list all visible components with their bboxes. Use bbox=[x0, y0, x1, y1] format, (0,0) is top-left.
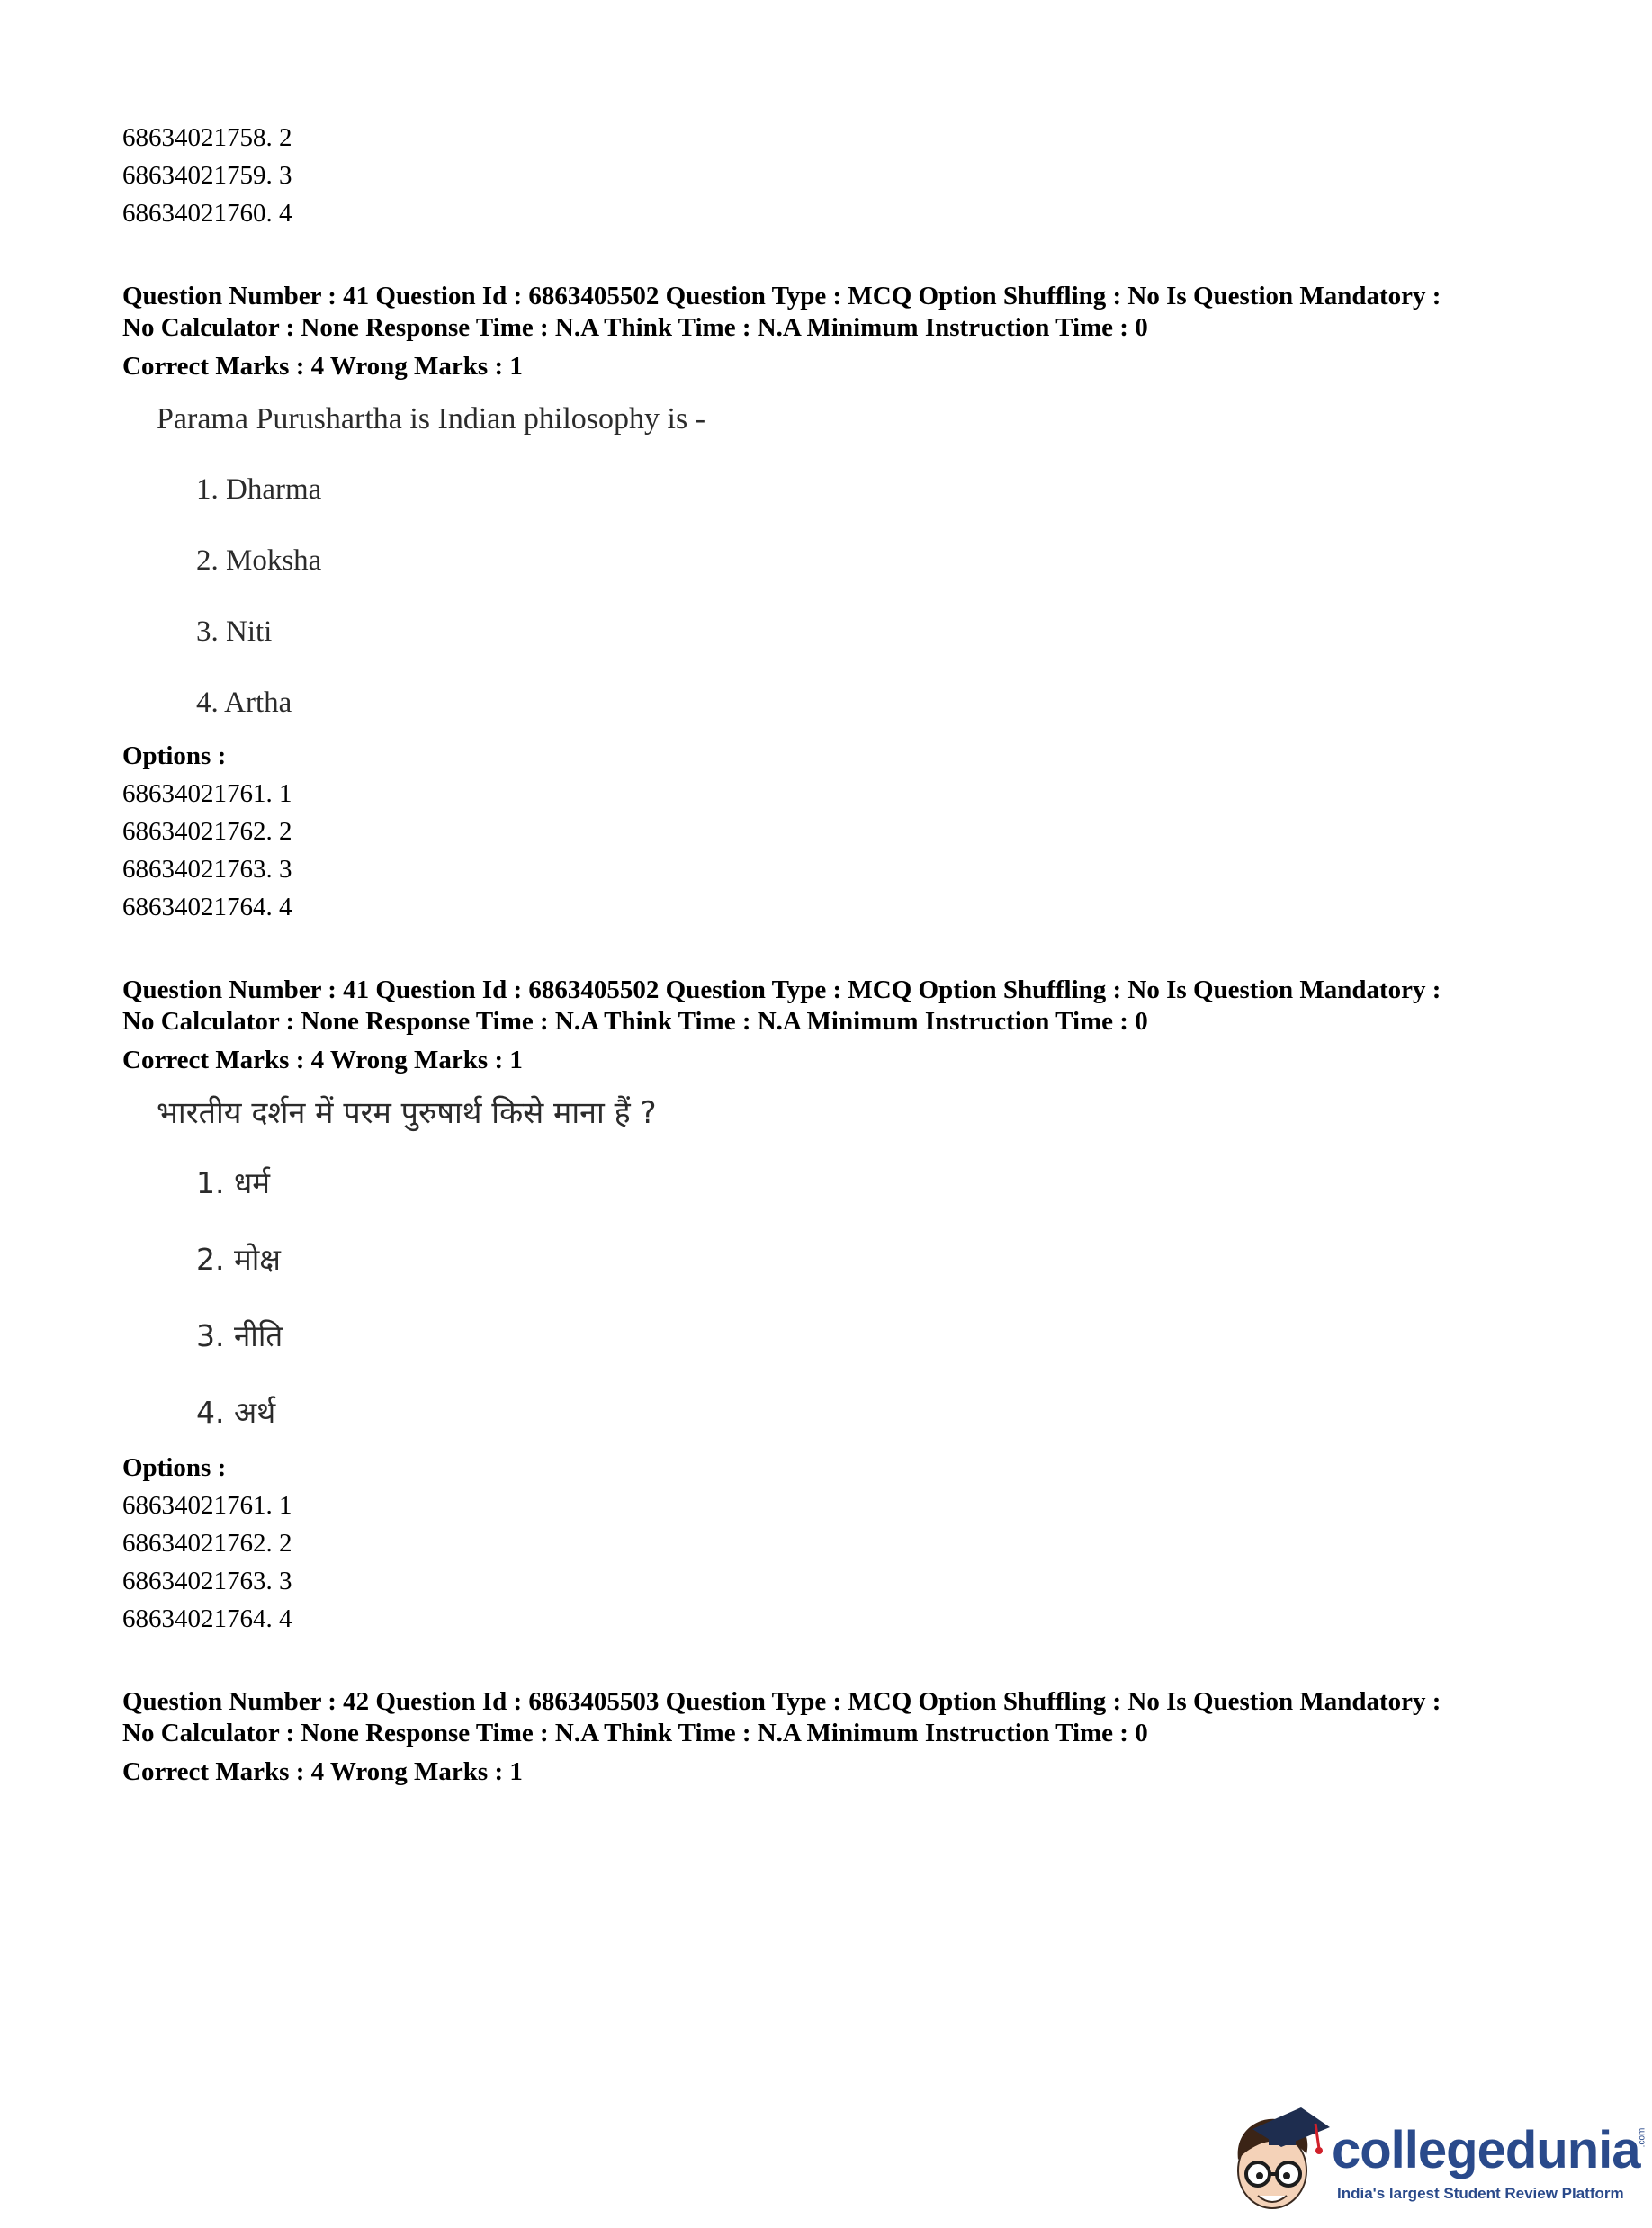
option-row: 68634021763. 3 bbox=[122, 855, 292, 884]
question-meta-line-2: No Calculator : None Response Time : N.A Think Time : N.A Minimum Instruction Time : 0 bbox=[122, 1719, 1148, 1747]
option-row: 68634021763. 3 bbox=[122, 1567, 292, 1595]
choice-2: 2. मोक्ष bbox=[196, 1242, 281, 1277]
question-meta-line-1: Question Number : 41 Question Id : 6863405502 Question Type : MCQ Option Shuffling : No Is Question Mandatory : bbox=[122, 282, 1441, 310]
question-meta-line-2: No Calculator : None Response Time : N.A Think Time : N.A Minimum Instruction Time : 0 bbox=[122, 313, 1148, 342]
logo-tagline: India's largest Student Review Platform bbox=[1337, 2185, 1624, 2202]
choice-3: 3. Niti bbox=[196, 615, 273, 648]
logo-suffix: .com bbox=[1637, 2127, 1648, 2148]
collegedunia-logo bbox=[1226, 2102, 1648, 2219]
option-row: 68634021762. 2 bbox=[122, 817, 292, 846]
question-image bbox=[157, 1092, 1544, 1434]
choice-1: 1. Dharma bbox=[196, 473, 322, 506]
mascot-icon bbox=[1226, 2102, 1332, 2219]
choice-4: 4. अर्थ bbox=[196, 1395, 276, 1430]
question-marks: Correct Marks : 4 Wrong Marks : 1 bbox=[122, 352, 523, 381]
question-meta-line-1: Question Number : 41 Question Id : 6863405502 Question Type : MCQ Option Shuffling : No Is Question Mandatory : bbox=[122, 975, 1441, 1004]
choice-2: 2. Moksha bbox=[196, 544, 322, 577]
choice-4: 4. Artha bbox=[196, 687, 292, 719]
option-row: 68634021764. 4 bbox=[122, 893, 292, 921]
options-label: Options : bbox=[122, 1453, 227, 1482]
option-row: 68634021761. 1 bbox=[122, 1491, 292, 1520]
option-row: 68634021760. 4 bbox=[122, 199, 292, 228]
choice-3: 3. नीति bbox=[196, 1318, 283, 1353]
question-image bbox=[157, 398, 1544, 724]
question-41-hindi bbox=[122, 975, 1544, 1638]
question-marks: Correct Marks : 4 Wrong Marks : 1 bbox=[122, 1046, 523, 1074]
question-text: भारतीय दर्शन में परम पुरुषार्थ किसे माना हैं ? bbox=[157, 1095, 657, 1131]
logo-wordmark: collegedunia bbox=[1332, 2121, 1640, 2179]
question-42 bbox=[122, 1686, 1544, 1791]
option-row: 68634021759. 3 bbox=[122, 161, 292, 190]
option-row: 68634021761. 1 bbox=[122, 779, 292, 808]
question-text: Parama Purushartha is Indian philosophy is - bbox=[157, 402, 706, 436]
document-page bbox=[122, 119, 1544, 1791]
question-meta-line-2: No Calculator : None Response Time : N.A Think Time : N.A Minimum Instruction Time : 0 bbox=[122, 1007, 1148, 1036]
option-row: 68634021764. 4 bbox=[122, 1604, 292, 1633]
options-label: Options : bbox=[122, 741, 227, 770]
question-41-english bbox=[122, 281, 1544, 926]
question-marks: Correct Marks : 4 Wrong Marks : 1 bbox=[122, 1757, 523, 1786]
question-meta-line-1: Question Number : 42 Question Id : 6863405503 Question Type : MCQ Option Shuffling : No Is Question Mandatory : bbox=[122, 1687, 1441, 1716]
choice-1: 1. धर्म bbox=[196, 1165, 271, 1200]
option-row: 68634021762. 2 bbox=[122, 1529, 292, 1558]
option-row: 68634021758. 2 bbox=[122, 123, 292, 152]
previous-options-list bbox=[122, 119, 1544, 232]
